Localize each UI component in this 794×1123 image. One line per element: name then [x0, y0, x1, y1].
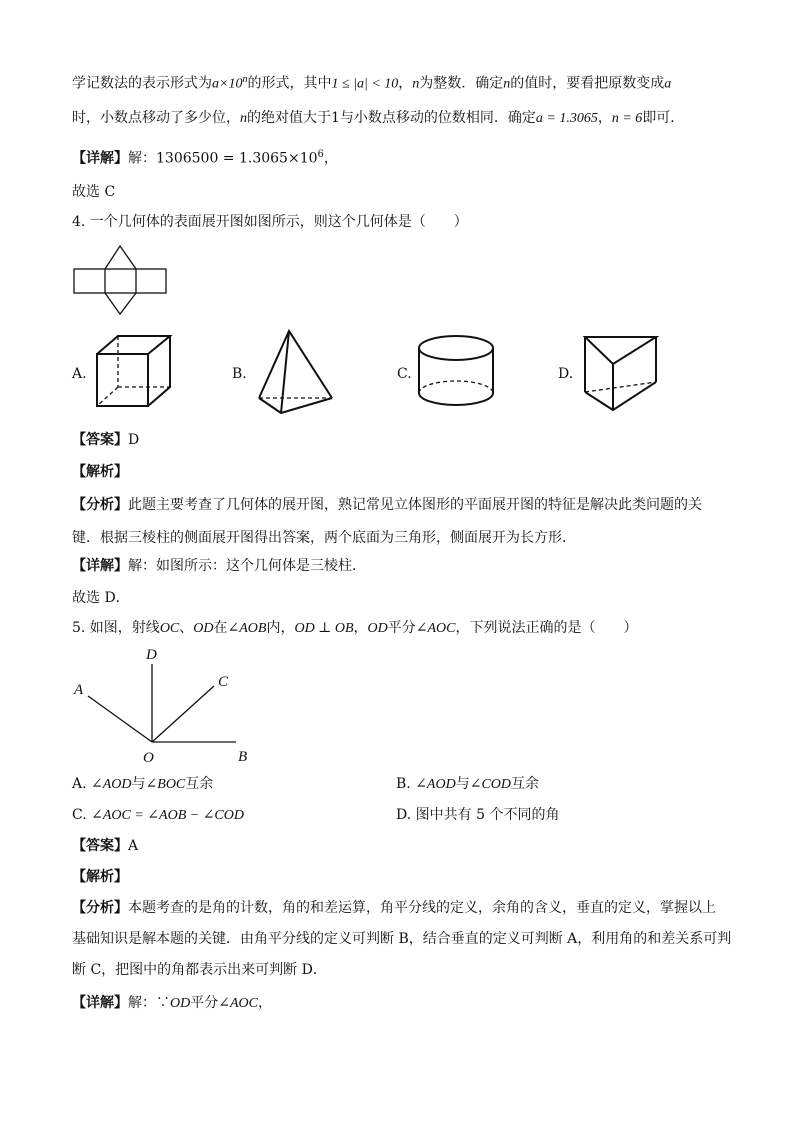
text: 互余 — [511, 776, 540, 792]
formula: 1 ≤ |a| < 10 — [331, 76, 399, 92]
net-rectangle — [74, 269, 166, 293]
text: ，下列说法正确的是（ ） — [455, 620, 638, 636]
option-d-label: D. — [558, 366, 574, 382]
text: 图中共有 5 个不同的角 — [415, 807, 560, 823]
formula: n — [240, 111, 247, 126]
text: ， — [323, 150, 338, 167]
net-bottom-triangle — [105, 293, 136, 314]
formula: n — [503, 76, 511, 92]
detail-tag: 【详解】 — [72, 558, 128, 574]
option-label: D. — [396, 807, 412, 823]
option-label: A. — [72, 776, 87, 792]
analysis-tag: 【解析】 — [72, 464, 128, 480]
formula: ∠AOC — [415, 621, 456, 636]
angle-figure — [68, 644, 268, 768]
text: 此题主要考查了几何体的展开图，熟记常见立体图形的平面展开图的特征是解决此类问题的关 — [128, 497, 702, 513]
pyramid-figure — [256, 328, 336, 418]
question-4: 4. 一个几何体的表面展开图如图所示，则这个几何体是（ ） — [72, 214, 468, 230]
prism-hidden-edge — [585, 382, 656, 392]
text: ， — [597, 110, 612, 126]
formula: ∠COD — [469, 777, 512, 792]
fenxi-line-4-2: 键．根据三棱柱的侧面展开图得出答案，两个底面为三角形，侧面展开为长方形． — [72, 530, 576, 546]
exponent: n — [242, 74, 248, 85]
text: 、 — [179, 620, 194, 636]
fenxi-line-4-1 — [72, 495, 702, 515]
text: 与 — [131, 776, 146, 792]
answer-value: A — [128, 838, 139, 854]
choose-line-4: 故选 D． — [72, 590, 130, 606]
fenxi-line-5-3: 断 C，把图中的角都表示出来可判断 D． — [72, 962, 327, 978]
formula: ∠AOC = ∠AOB − ∠COD — [91, 808, 244, 823]
fenxi-tag: 【分析】 — [72, 900, 128, 916]
pyramid-base-front — [259, 398, 332, 413]
analysis-tag-5 — [72, 867, 128, 887]
text: 平分 — [387, 620, 416, 636]
text: 时，小数点移动了多少位， — [72, 110, 240, 126]
text: ， — [257, 995, 272, 1011]
option-a-label: A. — [72, 366, 87, 382]
formula: OD — [170, 996, 191, 1011]
prism-figure — [582, 334, 662, 412]
detail-tag: 【详解】 — [72, 150, 128, 167]
cylinder-figure — [416, 334, 498, 410]
label-c: C — [218, 674, 229, 690]
answer-tag: 【答案】 — [72, 432, 128, 448]
analysis-tag: 【解析】 — [72, 869, 128, 885]
option-c-label: C. — [397, 366, 412, 382]
formula: OD — [367, 621, 388, 636]
formula: a×10 — [212, 76, 243, 92]
ray-oc — [152, 686, 214, 742]
cube-side — [148, 336, 170, 406]
answer-tag: 【答案】 — [72, 838, 128, 854]
detail-line-4 — [72, 556, 366, 576]
detail-line-5 — [72, 993, 272, 1014]
formula: ∠AOB — [227, 621, 267, 636]
text: 的值时，要看把原数变成 — [510, 75, 665, 92]
label-a: A — [74, 682, 84, 698]
text: 5. 如图，射线 — [72, 620, 160, 636]
formula: 解：1306500 = 1.3065×10 — [128, 150, 318, 167]
option-5c — [72, 805, 244, 826]
formula: ∠AOD — [415, 777, 456, 792]
text: ， — [398, 75, 413, 92]
text-line-1 — [72, 70, 671, 95]
formula: OD — [193, 621, 214, 636]
formula: ∠AOC — [218, 996, 258, 1011]
text: 为整数．确定 — [419, 75, 504, 92]
answer-value: D — [128, 432, 140, 448]
formula: n = 6 — [611, 111, 643, 126]
formula: OC — [159, 621, 180, 636]
text: 的形式，其中 — [247, 75, 332, 92]
formula: OD ⊥ OB — [294, 621, 354, 636]
text: 内， — [266, 620, 295, 636]
pyramid-edges-outer — [259, 331, 332, 398]
net-top-triangle — [105, 246, 136, 269]
text-line-2 — [72, 108, 684, 129]
formula: n — [412, 76, 420, 92]
cylinder-top — [419, 336, 493, 360]
net-figure — [72, 244, 172, 316]
option-5a — [72, 774, 213, 795]
question-5 — [72, 618, 637, 639]
fenxi-line-5-1 — [72, 898, 716, 918]
detail-line — [72, 145, 338, 169]
text: 平分 — [190, 995, 219, 1011]
formula: ∠AOD — [91, 777, 132, 792]
option-label: B. — [396, 776, 411, 792]
cube-hidden-diagonal — [97, 387, 118, 406]
cylinder-bottom-front — [419, 393, 493, 405]
fenxi-line-5-2: 基础知识是解本题的关键．由角平分线的定义可判断 B，结合垂直的定义可判断 A，利用角的和差关系可判 — [72, 931, 732, 947]
answer-line-5 — [72, 836, 138, 856]
text: 本题考查的是角的计数，角的和差运算，角平分线的定义，余角的含义，垂直的定义，掌握以上 — [128, 900, 716, 916]
text: 的绝对值大于1与小数点移动的位数相同．确定 — [247, 110, 536, 126]
answer-line-4 — [72, 430, 139, 450]
prism-top — [585, 337, 656, 364]
pyramid-front-edge — [281, 331, 289, 413]
text: 学记数法的表示形式为 — [72, 75, 212, 92]
ray-oa — [88, 696, 152, 742]
cylinder-bottom-hidden — [419, 381, 493, 393]
label-o: O — [143, 750, 154, 766]
formula: a = 1.3065 — [535, 111, 598, 126]
formula: a — [664, 76, 672, 92]
cube-top — [97, 336, 170, 354]
label-b: B — [238, 749, 248, 765]
option-b-label: B. — [232, 366, 247, 382]
detail-tag: 【详解】 — [72, 995, 128, 1011]
text: ， — [353, 620, 368, 636]
text: 与 — [455, 776, 470, 792]
option-5d — [396, 805, 559, 825]
text: 解：∵ — [128, 995, 170, 1011]
prism-bottom-front — [585, 382, 656, 410]
text: 解：如图所示：这个几何体是三棱柱． — [128, 558, 366, 574]
choose-line: 故选 C — [72, 184, 116, 200]
text: 即可． — [642, 110, 685, 126]
exponent: 6 — [317, 149, 324, 160]
label-d: D — [146, 647, 157, 663]
option-label: C. — [72, 807, 87, 823]
option-5b — [396, 774, 539, 795]
fenxi-tag: 【分析】 — [72, 497, 128, 513]
text: 在 — [213, 620, 228, 636]
formula: ∠BOC — [145, 777, 186, 792]
cube-front — [97, 354, 148, 406]
cube-figure — [94, 334, 184, 410]
text: 互余 — [185, 776, 214, 792]
analysis-tag-4 — [72, 462, 128, 482]
